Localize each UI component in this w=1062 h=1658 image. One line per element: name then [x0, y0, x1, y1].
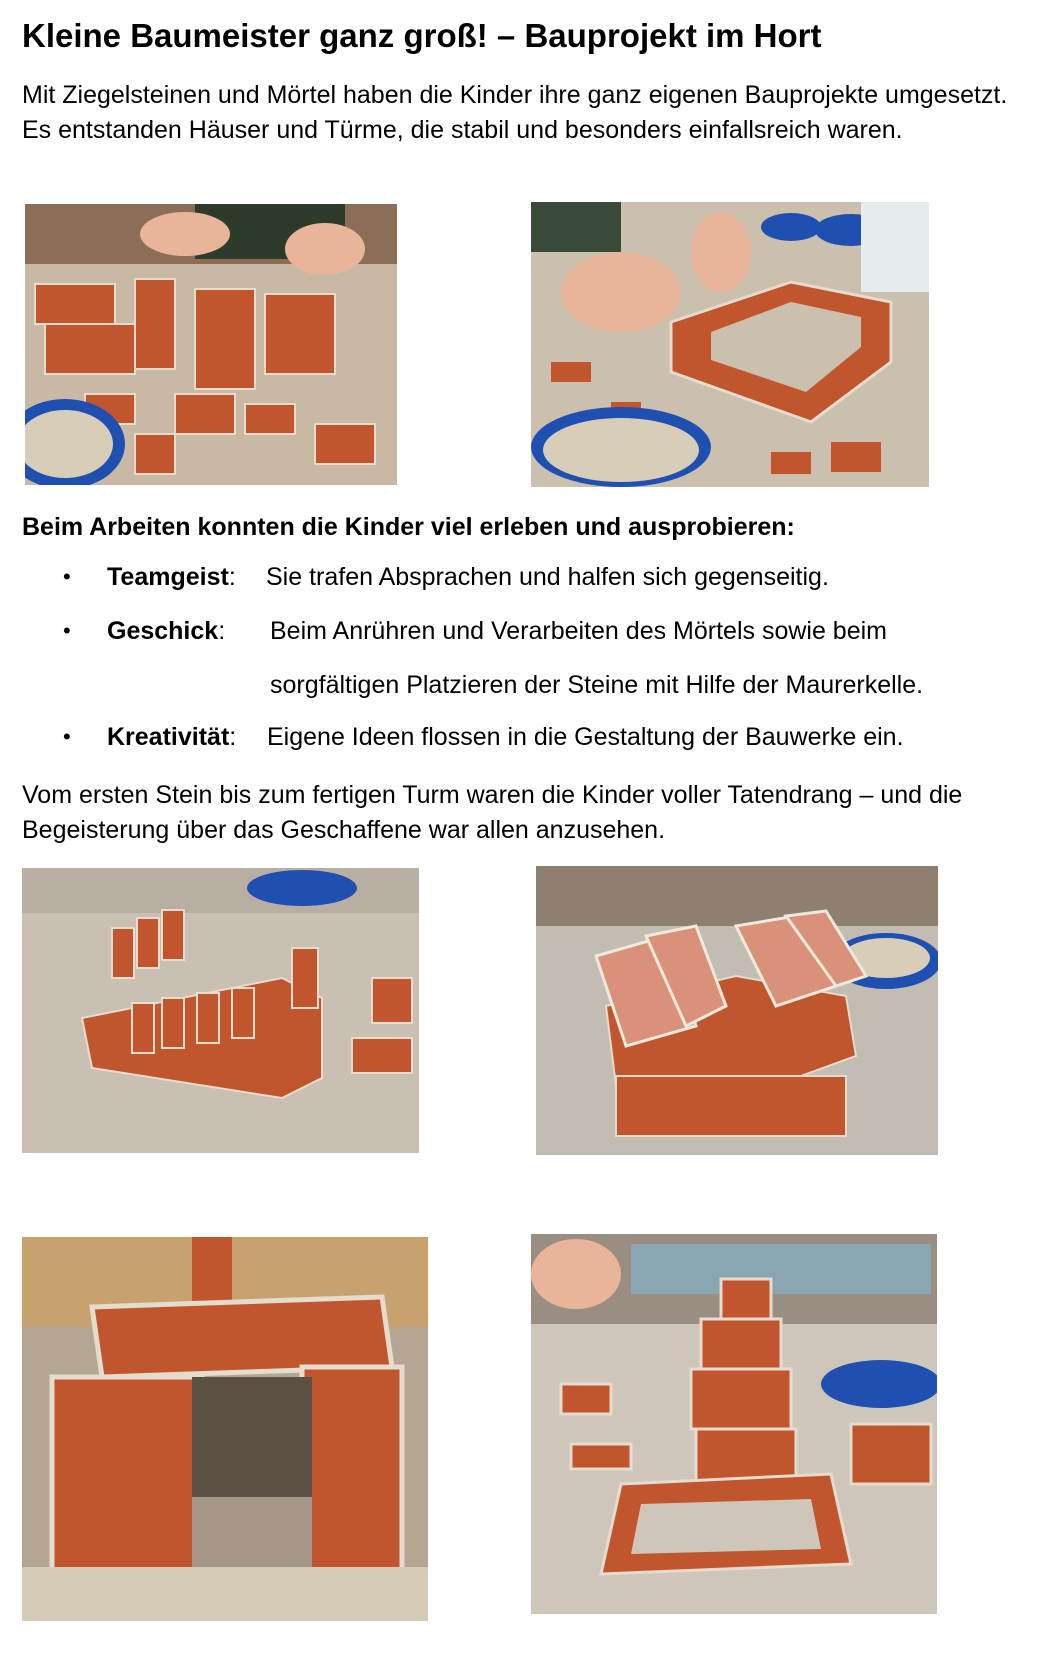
bullet-icon: • — [63, 724, 71, 749]
closing-paragraph: Vom ersten Stein bis zum fertigen Turm waren die Kinder voller Tatendrang – und die Begeisterung über das Geschaffene war allen anzusehen. — [22, 781, 963, 844]
bullet-text: Beim Anrühren und Verarbeiten des Mörtels sowie beim — [270, 617, 887, 645]
bullet-text: Sie trafen Absprachen und halfen sich gegenseitig. — [266, 563, 829, 591]
bullet-icon: • — [63, 564, 71, 589]
bullet-term: Geschick: — [107, 617, 226, 645]
page-title: Kleine Baumeister ganz groß! – Bauprojekt im Hort — [22, 17, 822, 54]
photo-house-with-roof — [536, 866, 938, 1155]
photo-doorway-closeup — [22, 1237, 428, 1621]
bullet-term: Teamgeist: — [107, 563, 236, 591]
bullet-icon: • — [63, 618, 71, 643]
subheading: Beim Arbeiten konnten die Kinder viel erleben und ausprobieren: — [22, 513, 795, 541]
bullet-text: sorgfältigen Platzieren der Steine mit Hilfe der Maurerkelle. — [270, 671, 924, 699]
bullet-term: Kreativität: — [107, 723, 237, 751]
photo-tall-tower — [531, 1234, 937, 1614]
photo-building-walls — [25, 204, 397, 485]
intro-paragraph: Mit Ziegelsteinen und Mörtel haben die Kinder ihre ganz eigenen Bauprojekte umgesetzt. Es entstanden Häuser und Türme, die stabil und besonders einfallsreich waren. — [22, 81, 1008, 144]
bullet-text: Eigene Ideen flossen in die Gestaltung der Bauwerke ein. — [267, 723, 904, 751]
photo-square-enclosure — [531, 202, 929, 487]
photo-wall-with-upright-bricks — [22, 868, 419, 1153]
